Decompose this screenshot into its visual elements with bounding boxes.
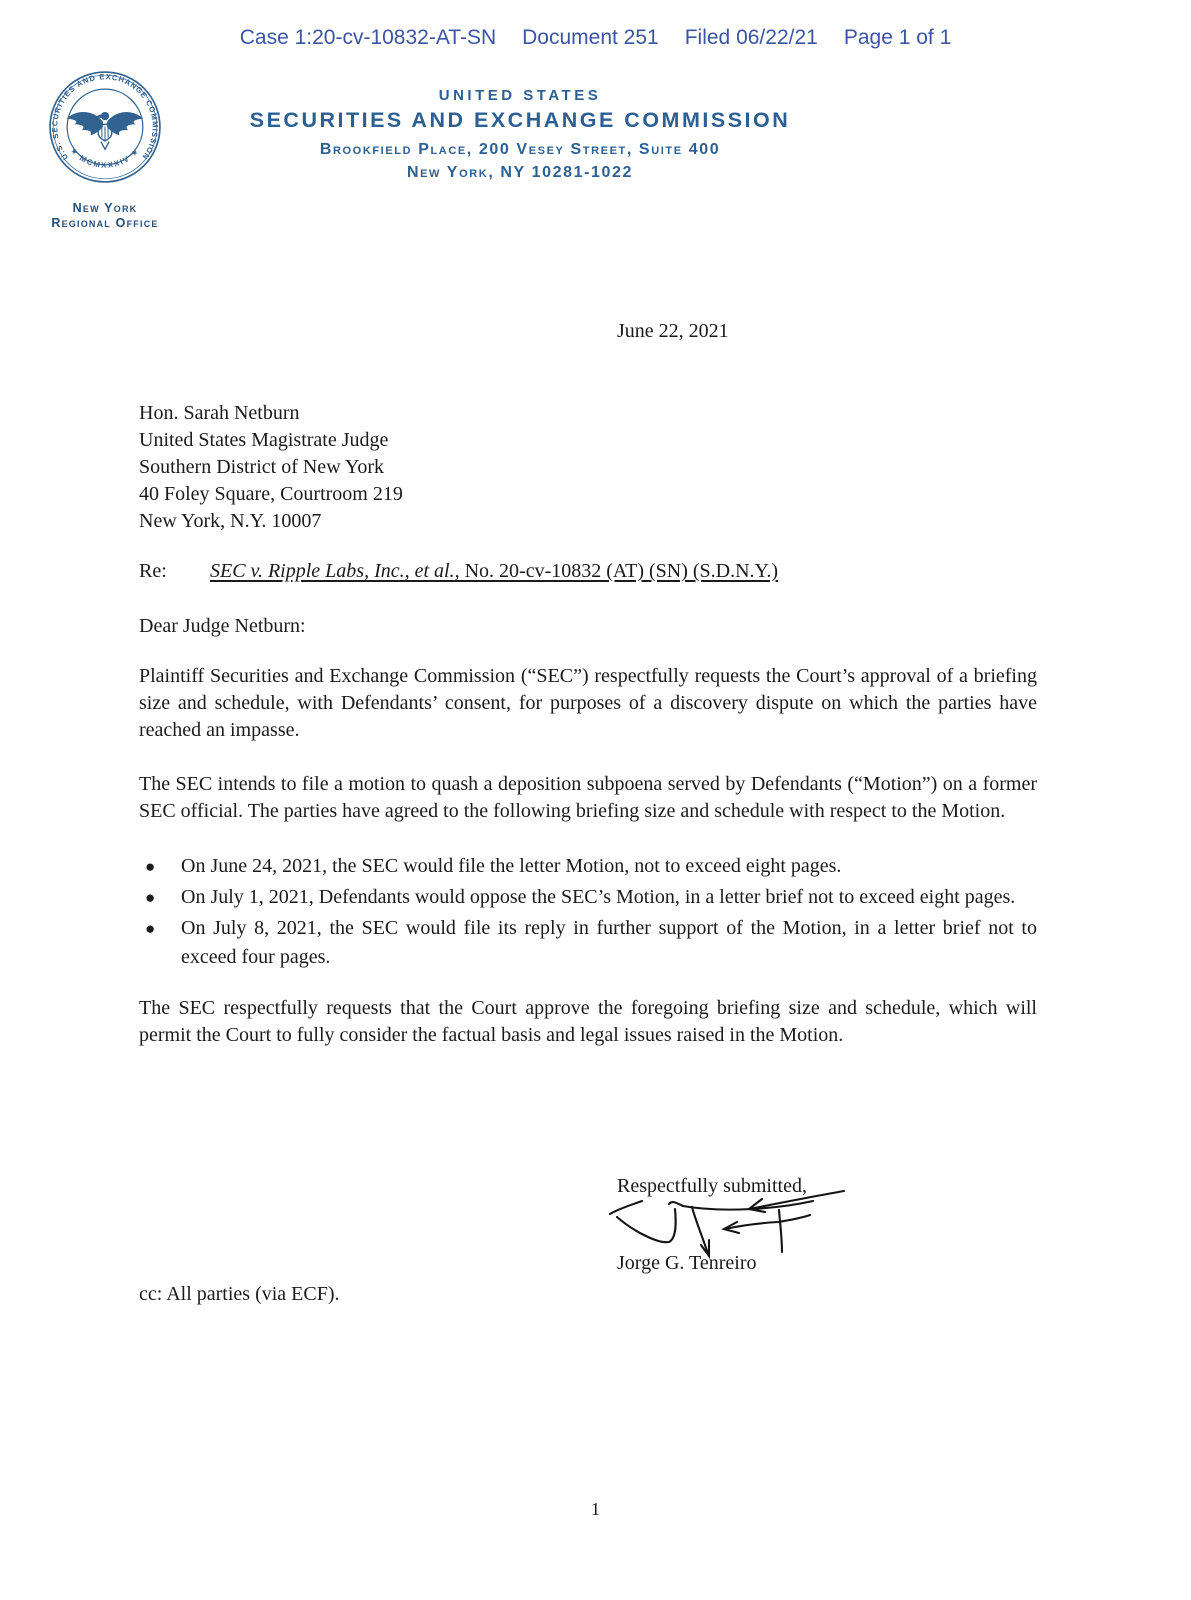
bullet-text: On June 24, 2021, the SEC would file the letter Motion, not to exceed eight pages. (181, 855, 842, 877)
letterhead-city-address: New York, NY 10281-1022 (406, 164, 634, 181)
bullet-icon: ● (145, 857, 156, 876)
caption-case-number: Case 1:20-cv-10832-AT-SN (239, 26, 497, 49)
bullet-icon: ● (145, 888, 156, 907)
salutation: Dear Judge Netburn: (139, 615, 306, 637)
regional-office-label (20, 201, 190, 231)
letterhead-united-states: UNITED STATES (438, 87, 602, 104)
signer-name: Jorge G. Tenreiro (617, 1252, 757, 1274)
office-line-1: New York (72, 201, 138, 215)
case-citation (210, 560, 778, 582)
caption-page-count: Page 1 of 1 (843, 26, 952, 49)
recipient-line: United States Magistrate Judge (139, 429, 389, 451)
body-paragraph-2: The SEC intends to file a motion to quash a deposition subpoena served by Defendants (“Motion”) on a former SEC official. The parties have agreed to the following briefing size and schedule with respect to the Motion. (139, 773, 1037, 822)
re-line (139, 560, 778, 583)
recipient-line: 40 Foley Square, Courtroom 219 (139, 483, 403, 505)
schedule-bullet-list (139, 852, 1037, 972)
bullet-text: On July 1, 2021, Defendants would oppose the SEC’s Motion, in a letter brief not to exceed eight pages. (181, 886, 1016, 908)
case-number-rest: , No. 20-cv-10832 (AT) (SN) (S.D.N.Y.) (454, 560, 779, 582)
bullet-item (139, 852, 1037, 881)
recipient-line: New York, N.Y. 10007 (139, 510, 322, 532)
body-paragraph-1: Plaintiff Securities and Exchange Commission (“SEC”) respectfully requests the Court’s approval of a briefing size and schedule, with Defendants’ consent, for purposes of a discovery dispute on which the parties have reached an impasse. (139, 665, 1037, 741)
letter-date: June 22, 2021 (617, 320, 729, 342)
closing-phrase: Respectfully submitted, (617, 1175, 807, 1197)
sec-seal-icon (48, 70, 162, 184)
bullet-item (139, 883, 1037, 912)
recipient-line: Hon. Sarah Netburn (139, 402, 300, 424)
letter-body (139, 663, 1037, 1076)
bullet-text: On July 8, 2021, the SEC would file its reply in further support of the Motion, in a letter brief not to exceed four pages. (181, 917, 1037, 968)
cc-line: cc: All parties (via ECF). (139, 1283, 340, 1305)
caption-document-number: Document 251 (522, 26, 659, 49)
body-closing-paragraph: The SEC respectfully requests that the Court approve the foregoing briefing size and schedule, which will permit the Court to fully consider the factual basis and legal issues raised in the Motion. (139, 997, 1037, 1046)
letterhead-agency-name: SECURITIES AND EXCHANGE COMMISSION (249, 108, 791, 132)
caption-filed-date: Filed 06/22/21 (684, 26, 818, 49)
bullet-icon: ● (145, 919, 156, 938)
recipient-line: Southern District of New York (139, 456, 384, 478)
seal-ring-label: U.S. SECURITIES AND EXCHANGE COMMISSION (50, 72, 160, 162)
letterhead (220, 87, 820, 184)
page-number: 1 (591, 1499, 600, 1519)
re-label: Re: (139, 560, 167, 582)
signature-icon (565, 1170, 850, 1265)
seal-year-label: ★ MCMXXXIV ★ (68, 145, 142, 170)
office-line-2: Regional Office (51, 216, 159, 230)
recipient-address (139, 400, 403, 535)
seal-eagle-icon (67, 112, 144, 149)
case-name-italic: SEC v. Ripple Labs, Inc., et al. (210, 560, 455, 582)
bullet-item (139, 914, 1037, 972)
letterhead-street-address: Brookfield Place, 200 Vesey Street, Suite 400 (319, 141, 721, 158)
court-caption (0, 26, 1191, 50)
